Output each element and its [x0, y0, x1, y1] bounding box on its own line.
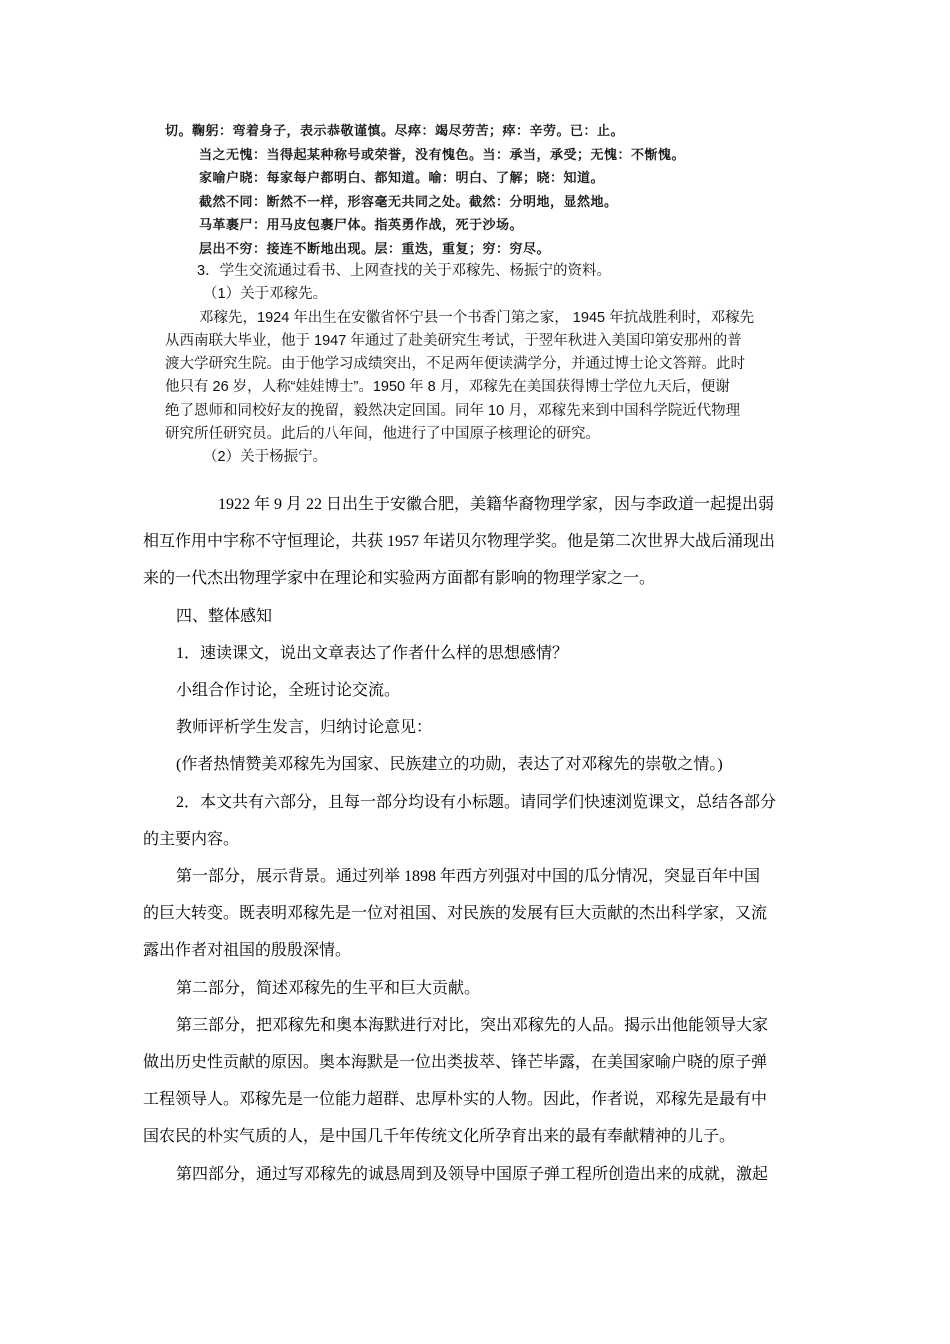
- part-3-line: 国农民的朴实气质的人，是中国几千年传统文化所孕育出来的最有奉献精神的儿子。: [143, 1128, 736, 1146]
- question-2: 的主要内容。: [143, 830, 240, 848]
- deng-bio-line: 渡大学研究生院。由于他学习成绩突出，不足两年便读满学分，并通过博士论文答辩。此时: [165, 356, 745, 373]
- yang-bio-line: 1922 年 9 月 22 日出生于安徽合肥，美籍华裔物理学家，因与李政道一起提出弱: [218, 496, 775, 513]
- question-2: 2．本文共有六部分，且每一部分均设有小标题。请同学们快速浏览课文，总结各部分: [176, 793, 777, 811]
- deng-bio-line: 绝了恩师和同校好友的挽留，毅然决定回国。同年 10 月，邓稼先来到中国科学院近代物理: [165, 402, 741, 419]
- part-1-line: 的巨大转变。既表明邓稼先是一位对祖国、对民族的发展有巨大贡献的杰出科学家，又流: [143, 905, 768, 923]
- vocab-line: 马革裹尸：用马皮包裹尸体。指英勇作战，死于沙场。: [199, 218, 524, 233]
- section-heading: 四、整体感知: [176, 607, 273, 625]
- answer-note: (作者热情赞美邓稼先为国家、民族建立的功勋，表达了对邓稼先的崇敬之情。): [176, 756, 723, 774]
- deng-bio-line: 研究所任研究员。此后的八年间，他进行了中国原子核理论的研究。: [165, 426, 600, 443]
- deng-bio-line: 他只有 26 岁，人称“娃娃博士”。1950 年 8 月，邓稼先在美国获得博士学位九天后，便谢: [165, 379, 730, 396]
- vocab-line: 切。鞠躬：弯着身子，表示恭敬谨慎。尽瘁：竭尽劳苦；瘁：辛劳。已：止。: [165, 124, 625, 139]
- part-2-line: 第二部分，简述邓稼先的生平和巨大贡献。: [176, 979, 481, 997]
- paragraph: 教师评析学生发言，归纳讨论意见：: [176, 719, 433, 737]
- subheading-yang: （2）关于杨振宁。: [203, 449, 328, 466]
- vocab-line: 截然不同：断然不一样，形容毫无共同之处。截然：分明地，显然地。: [199, 194, 618, 210]
- yang-bio-line: 来的一代杰出物理学家中在理论和实验两方面都有影响的物理学家之一。: [143, 570, 656, 588]
- item-heading: 3．学生交流通过看书、上网查找的关于邓稼先、杨振宁的资料。: [197, 263, 612, 279]
- part-3-line: 做出历史性贡献的原因。奥本海默是一位出类拔萃、锋芒毕露，在美国家喻户晓的原子弹: [143, 1054, 768, 1072]
- reference-materials: [165, 260, 805, 470]
- paragraph: 小组合作讨论，全班讨论交流。: [176, 682, 401, 700]
- part-3-line: 第三部分，把邓稼先和奥本海默进行对比，突出邓稼先的人品。揭示出他能领导大家: [176, 1016, 769, 1034]
- deng-bio-line: 从西南联大毕业，他于 1947 年通过了赴美研究生考试，于翌年秋进入美国印第安那州的普: [165, 332, 742, 349]
- deng-bio-line: 邓稼先，1924 年出生在安徽省怀宁县一个书香门第之家， 1945 年抗战胜利时，邓稼先: [199, 309, 755, 326]
- vocab-line: 家喻户晓：每家每户都明白、都知道。喻：明白、了解；晓：知道。: [199, 171, 605, 186]
- question-1: 1．速读课文，说出文章表达了作者什么样的思想感情？: [176, 644, 569, 662]
- part-4-line: 第四部分，通过写邓稼先的诚恳周到及领导中国原子弹工程所创造出来的成就，激起: [176, 1165, 769, 1183]
- subheading-deng: （1）关于邓稼先。: [203, 286, 328, 303]
- part-1-line: 露出作者对祖国的殷殷深情。: [143, 942, 352, 960]
- vocab-line: 层出不穷：接连不断地出现。层：重迭，重复；穷：穷尽。: [199, 241, 551, 257]
- part-3-line: 工程领导人。邓稼先是一位能力超群、忠厚朴实的人物。因此，作者说，邓稼先是最有中: [143, 1091, 768, 1109]
- vocabulary-notes: [165, 120, 805, 261]
- vocab-line: 当之无愧：当得起某种称号或荣誉，没有愧色。当：承当，承受；无愧：不惭愧。: [199, 147, 686, 163]
- part-1-line: 第一部分，展示背景。通过列举 1898 年西方列强对中国的瓜分情况，突显百年中国: [176, 868, 761, 886]
- main-text: [143, 486, 808, 1193]
- yang-bio-line: 相互作用中宇称不守恒理论，共获 1957 年诺贝尔物理学奖。他是第二次世界大战后涌现出: [143, 533, 776, 551]
